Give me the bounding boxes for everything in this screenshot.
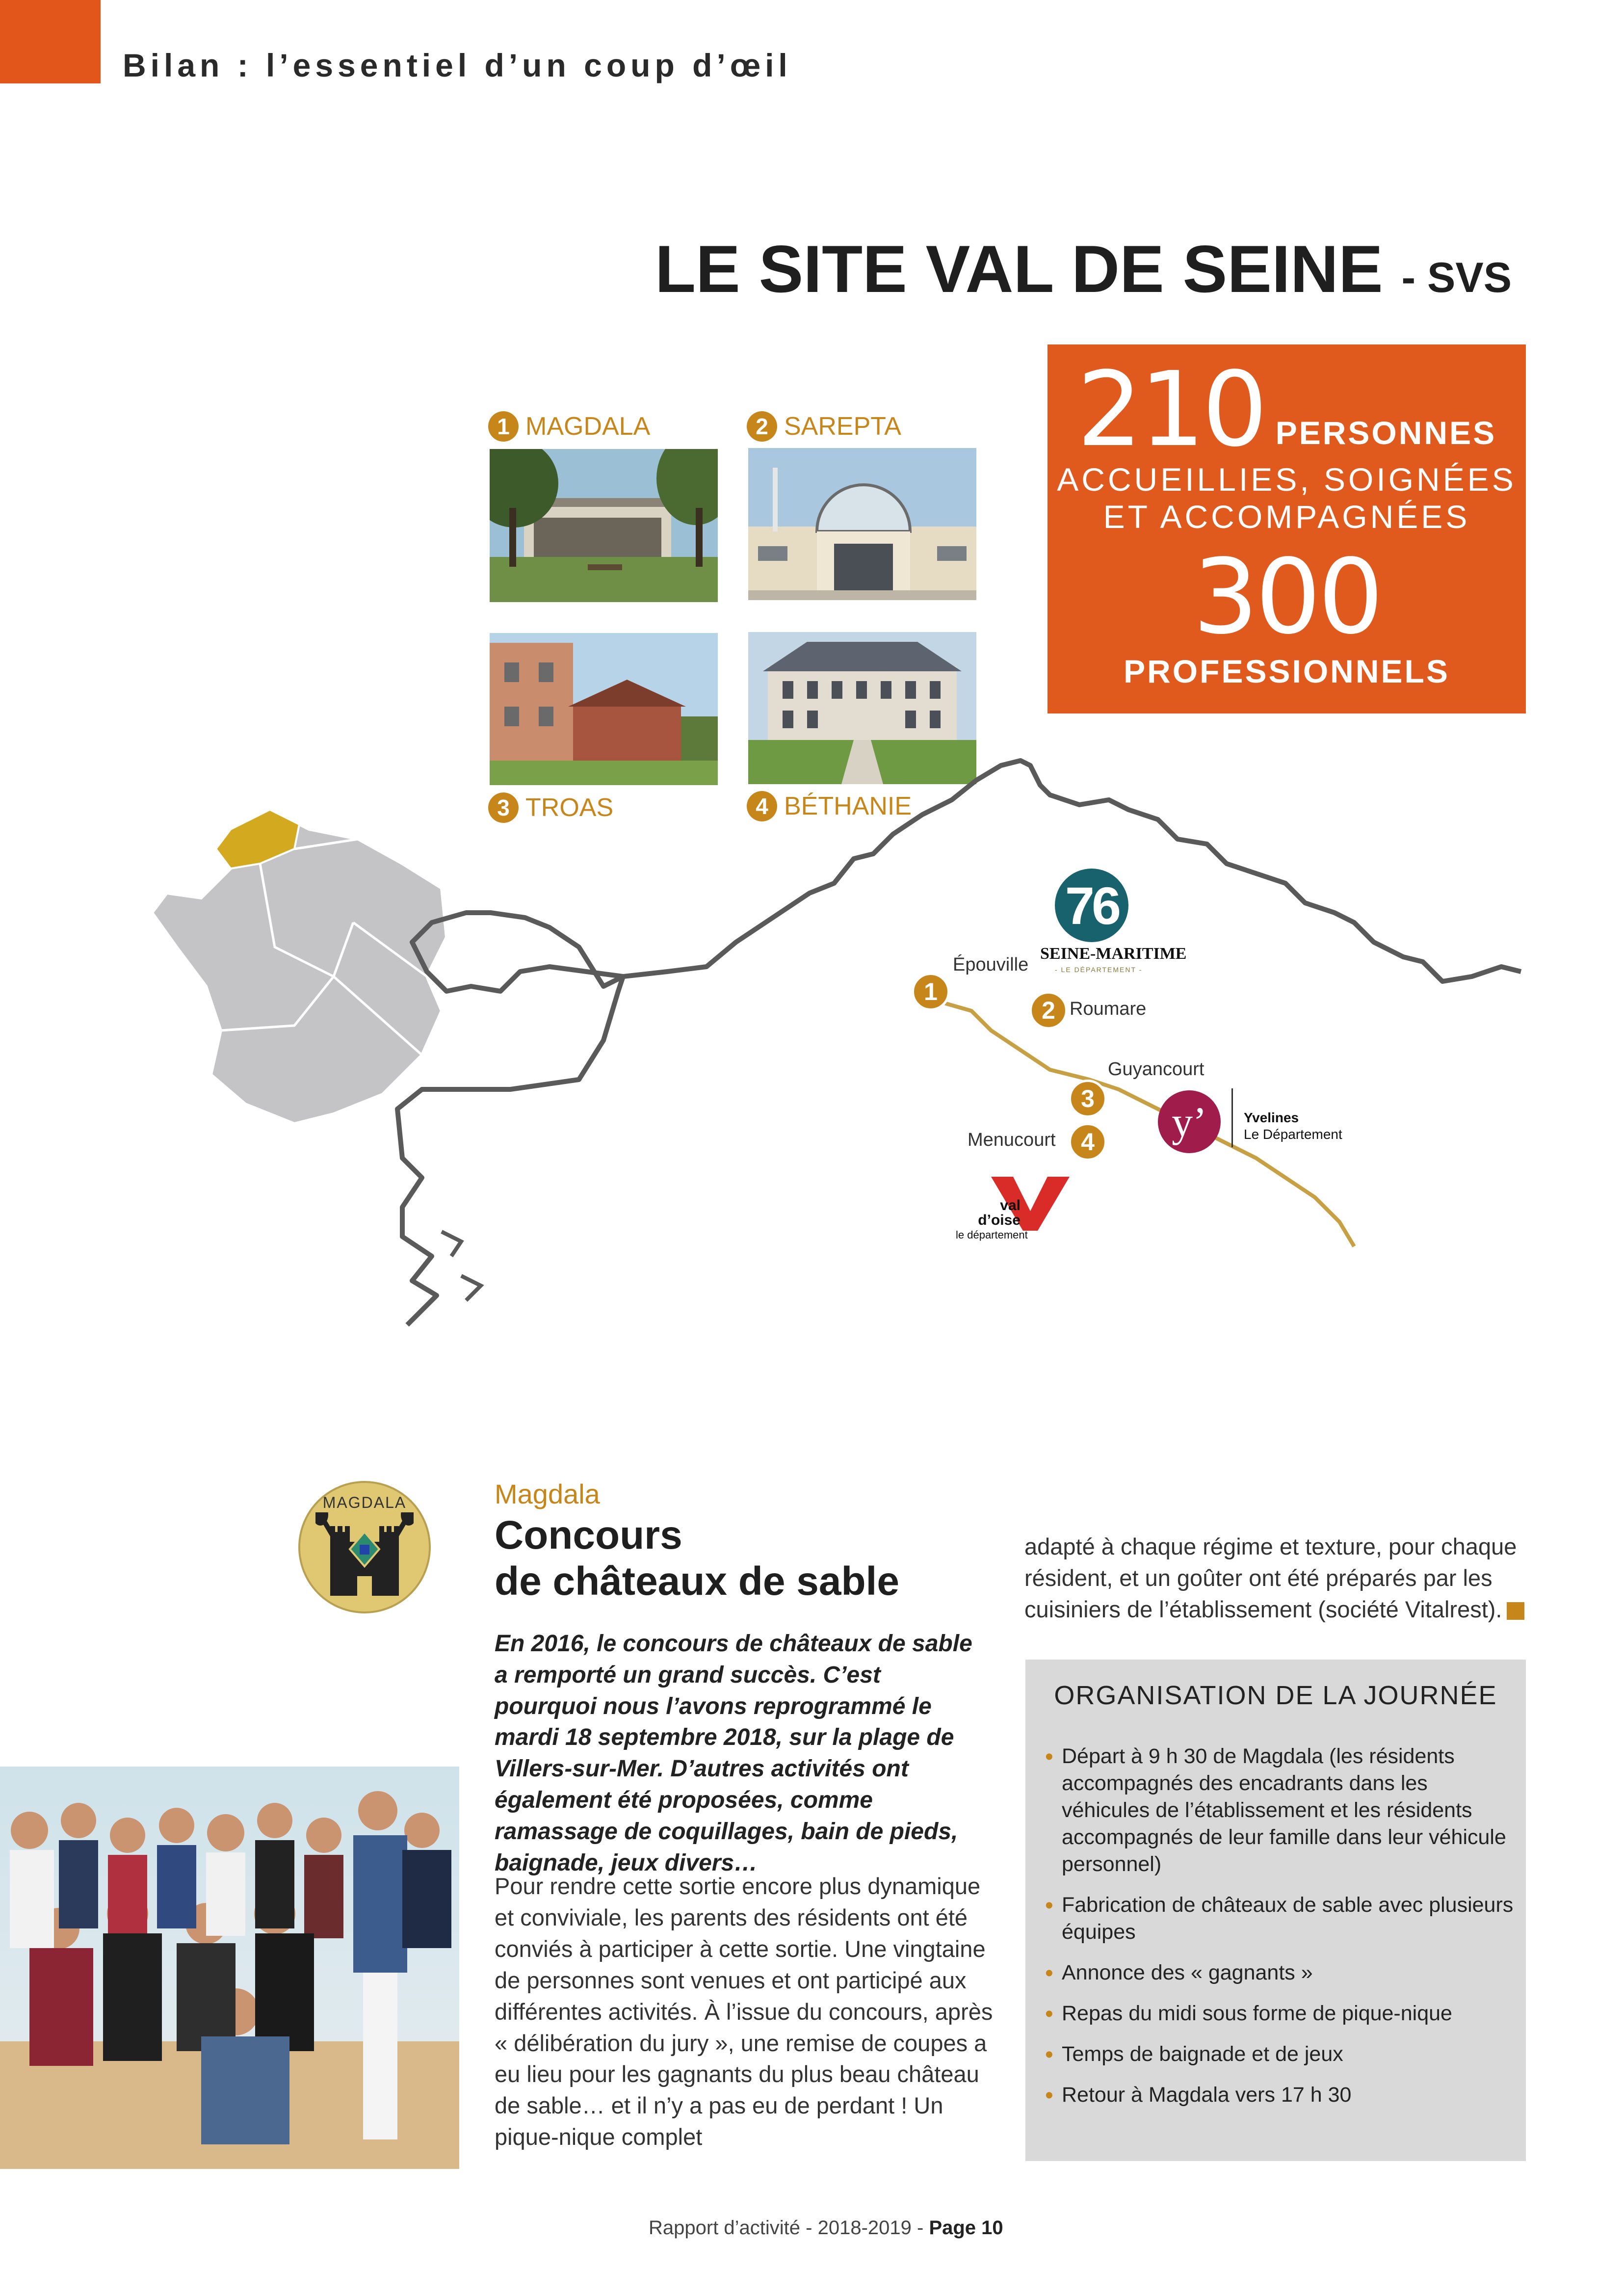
map-marker-3: 3	[1069, 1080, 1107, 1118]
article-body-col1: Pour rendre cette sortie encore plus dynamique et conviviale, les parents des résidents ont été conviés à participer à cette sortie. Une vingtaine de personnes sont venues et ont participé aux différentes activités. À l’issue du concours, après « délibération du jury », une remise de coupes a eu lieu pour les gagnants du plus beau château de sable… et il n’y a pas eu de perdant ! Un pique-nique complet	[495, 1873, 993, 2150]
seine-maritime-logo: 76	[1055, 869, 1128, 942]
magdala-badge	[298, 1481, 431, 1613]
footer-page-number: Page 10	[929, 2217, 1003, 2239]
list-item: • Retour à Magdala vers 17 h 30	[1045, 2082, 1516, 2109]
article-section-label: Magdala	[495, 1478, 600, 1509]
list-item: • Repas du midi sous forme de pique-nique	[1045, 2000, 1516, 2027]
article-title-line2: de châteaux de sable	[495, 1559, 899, 1604]
photo-sarepta	[748, 448, 976, 600]
article-lead: En 2016, le concours de châteaux de sable a remporté un grand succès. C’est pourquoi nous l’avons reprogrammé le mardi 18 septembre 2018, sur la plage de Villers-sur-Mer. D’autres activités ont également été proposées, comme ramassage de coquillages, bain de pieds, baignade, jeux divers…	[495, 1631, 972, 1876]
valdoise-line2: d’oise	[978, 1212, 1021, 1228]
yvelines-sub: Le Département	[1244, 1127, 1342, 1142]
article-body-col2-text: adapté à chaque régime et texture, pour chaque résident, et un goûter ont été préparés par les cuisiniers de l’établissement (société Vitalrest).	[1024, 1533, 1517, 1622]
seine-maritime-name: SEINE-MARITIME	[1040, 945, 1187, 963]
region-map	[393, 736, 1541, 1364]
yvelines-divider	[1231, 1088, 1233, 1147]
site-number: 4	[747, 791, 777, 821]
site-number: 3	[488, 792, 519, 823]
article-title-line1: Concours	[495, 1513, 682, 1557]
photo-magdala	[490, 449, 718, 602]
site-number: 2	[747, 411, 777, 442]
map-place-menucourt: Menucourt	[968, 1130, 1056, 1150]
header-accent-bar	[0, 0, 101, 83]
list-item: • Annonce des « gagnants »	[1045, 1959, 1516, 1986]
valdoise-line3: le département	[956, 1229, 1028, 1241]
map-marker-2: 2	[1029, 991, 1068, 1029]
staff-count: 300	[1193, 536, 1381, 657]
organisation-list	[1045, 1743, 1516, 2122]
sandcastle-icon	[315, 1512, 414, 1606]
site-label-sarepta	[747, 411, 901, 442]
persons-label: PERSONNES	[1275, 415, 1497, 451]
page-title	[655, 231, 1512, 307]
page-footer	[649, 2217, 1003, 2239]
badge-label: MAGDALA	[322, 1494, 407, 1511]
organisation-box	[1025, 1660, 1526, 2161]
map-place-roumare: Roumare	[1070, 999, 1147, 1019]
footer-report: Rapport d’activité - 2018-2019 -	[649, 2217, 924, 2239]
page-title-suffix: - SVS	[1401, 254, 1512, 301]
yvelines-logo-icon: y’	[1158, 1090, 1221, 1153]
site-name: TROAS	[525, 793, 614, 822]
section-header: Bilan : l’essentiel d’un coup d’œil	[123, 47, 792, 83]
yvelines-name: Yvelines	[1244, 1110, 1299, 1125]
persons-line2: ACCUEILLIES, SOIGNÉES	[1057, 461, 1517, 498]
valdoise-line1: val	[1000, 1197, 1021, 1214]
map-place-epouville: Épouville	[953, 954, 1029, 975]
map-place-guyancourt: Guyancourt	[1108, 1059, 1204, 1080]
end-mark-icon	[1507, 1602, 1524, 1620]
list-item: • Temps de baignade et de jeux	[1045, 2041, 1516, 2068]
persons-line3: ET ACCOMPAGNÉES	[1103, 498, 1470, 535]
site-name: BÉTHANIE	[784, 792, 912, 820]
organisation-title: ORGANISATION DE LA JOURNÉE	[1054, 1681, 1497, 1710]
group-photo	[0, 1767, 459, 2169]
article-body-col2	[1024, 1531, 1530, 1625]
list-item: • Fabrication de châteaux de sable avec plusieurs équipes	[1045, 1892, 1516, 1946]
map-marker-4: 4	[1069, 1123, 1107, 1161]
article-title	[495, 1512, 899, 1605]
map-marker-1: 1	[912, 973, 950, 1011]
seine-maritime-sub: - LE DÉPARTEMENT -	[1055, 966, 1143, 974]
stats-box	[1047, 344, 1526, 713]
site-label-magdala	[488, 411, 650, 442]
site-name: SAREPTA	[784, 412, 901, 441]
list-item: • Départ à 9 h 30 de Magdala (les résidents accompagnés des encadrants dans les véhicules de l’établissement et les résidents accompagnés de leur famille dans leur véhicule personnel)	[1045, 1743, 1516, 1878]
staff-label: PROFESSIONNELS	[1124, 653, 1450, 689]
page-title-main: LE SITE VAL DE SEINE	[655, 232, 1383, 306]
site-number: 1	[488, 411, 519, 442]
site-name: MAGDALA	[525, 412, 651, 441]
persons-count: 210	[1076, 349, 1265, 470]
